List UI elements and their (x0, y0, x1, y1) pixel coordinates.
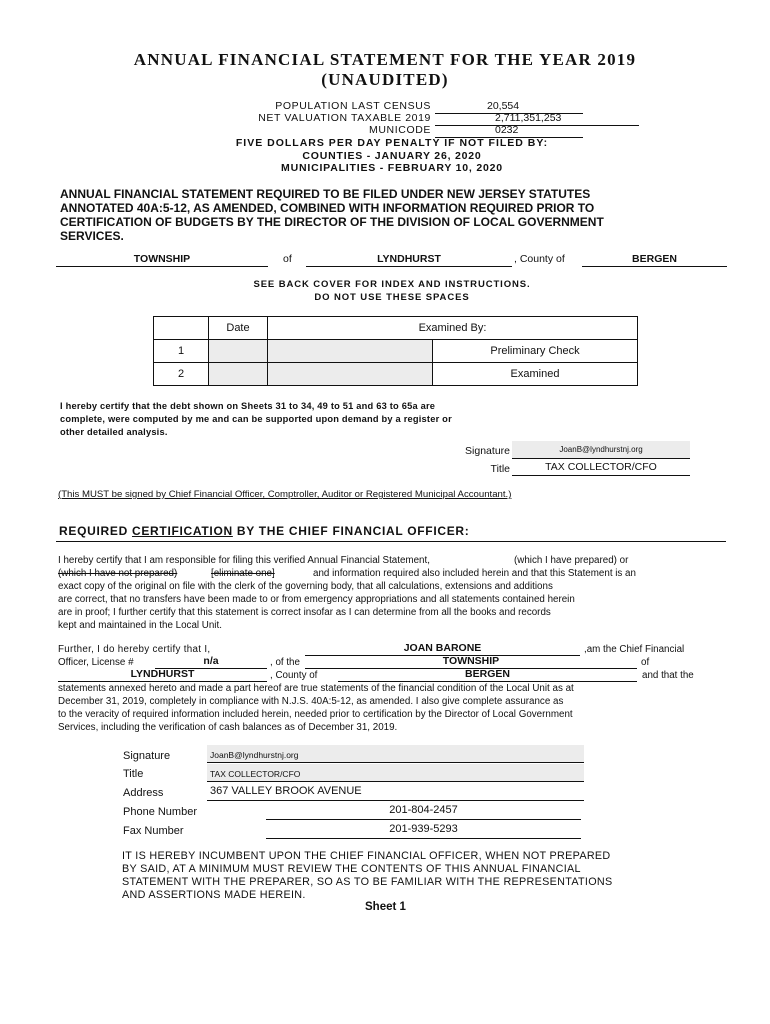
address-field[interactable]: 367 VALLEY BROOK AVENUE (207, 785, 584, 801)
signature-label: Signature (123, 750, 171, 762)
debt-signature-field[interactable]: JoanB@lyndhurstnj.org (512, 441, 690, 459)
instructions-line-1: SEE BACK COVER FOR INDEX AND INSTRUCTIONS. (253, 279, 531, 290)
statute-line-2: ANNOTATED 40A:5-12, AS AMENDED, COMBINED WITH INFORMATION REQUIRED PRIOR TO (60, 201, 595, 215)
exam-table-header-row (154, 317, 638, 340)
and-that-label: and that the (642, 670, 694, 681)
cfo-para-line: Services, including the verification of cash balances as of December 31, 2019. (58, 722, 398, 733)
license-label: Officer, License # (58, 657, 134, 668)
signature-requirement-note: (This MUST be signed by Chief Financial Officer, Comptroller, Auditor or Registered Municipal Accountant.) (58, 489, 512, 500)
exam-date-header: Date (209, 317, 268, 340)
debt-cert-line-1: I hereby certify that the debt shown on Sheets 31 to 34, 49 to 51 and 63 to 65a are (60, 401, 436, 411)
municipality-of-label: of (283, 253, 292, 265)
page-subtitle: (UNAUDITED) (321, 70, 449, 89)
counties-deadline: COUNTIES - JANUARY 26, 2020 (302, 150, 482, 162)
population-value: 20,554 (487, 100, 520, 112)
cfo-para-eliminate: [eliminate one] (211, 568, 275, 579)
municipality-name: LYNDHURST (306, 253, 512, 267)
exam-date-cell[interactable] (209, 340, 268, 363)
debt-title-field[interactable]: TAX COLLECTOR/CFO (512, 461, 690, 476)
debt-cert-line-2: complete, were computed by me and can be supported upon demand by a register or (60, 414, 452, 424)
penalty-notice: FIVE DOLLARS PER DAY PENALTY IF NOT FILED BY: (235, 137, 549, 149)
municipality-type: TOWNSHIP (56, 253, 268, 267)
cfo-para-line: and information required also included herein and that this Statement is an (313, 568, 636, 579)
fax-field[interactable]: 201-939-5293 (266, 823, 581, 839)
municode-label: MUNICODE (369, 124, 431, 136)
statute-line-4: SERVICES. (60, 229, 124, 243)
valuation-label: NET VALUATION TAXABLE 2019 (258, 112, 431, 124)
exam-date-cell[interactable] (209, 363, 268, 386)
county-name: BERGEN (582, 253, 727, 267)
debt-title-label: Title (490, 463, 510, 475)
municode-value: 0232 (495, 124, 519, 136)
table-row (154, 340, 638, 363)
cfo-para-prepared: (which I have prepared) or (514, 555, 629, 566)
township-field[interactable]: TOWNSHIP (305, 655, 637, 669)
statute-line-3: CERTIFICATION OF BUDGETS BY THE DIRECTOR OF THE DIVISION OF LOCAL GOVERNMENT (60, 215, 604, 229)
fax-label: Fax Number (123, 825, 184, 837)
examiner-cell[interactable] (268, 363, 433, 386)
of-the-label: , of the (270, 657, 300, 668)
cfo-para-line: I hereby certify that I am responsible for filing this verified Annual Financial Statement, (58, 555, 430, 566)
exam-step-label: Examined (433, 363, 638, 386)
phone-field[interactable]: 201-804-2457 (266, 804, 581, 820)
chief-financial-label: ,am the Chief Financial (584, 644, 685, 655)
phone-label: Phone Number (123, 806, 197, 818)
cfo-name-field[interactable]: JOAN BARONE (305, 642, 580, 656)
valuation-value: 2,711,351,253 (495, 112, 562, 124)
unit-name-field[interactable]: LYNDHURST (58, 668, 267, 682)
cfo-para-line: exact copy of the original on file with the clerk of the governing body, that all calculations, extensions and additions (58, 581, 553, 592)
statute-line-1: ANNUAL FINANCIAL STATEMENT REQUIRED TO BE FILED UNDER NEW JERSEY STATUTES (60, 187, 591, 201)
municode-field (435, 124, 583, 138)
debt-signature-label: Signature (465, 445, 510, 457)
address-label: Address (123, 787, 164, 799)
examined-by-header: Examined By: (268, 317, 638, 340)
instructions-line-2: DO NOT USE THESE SPACES (314, 292, 470, 303)
page-title: ANNUAL FINANCIAL STATEMENT FOR THE YEAR 2019 (133, 50, 637, 69)
cfo-para-line: are correct, that no transfers have been made to or from emergency appropriations and all statements contained herein (58, 594, 575, 605)
further-label: Further, I do hereby certify that I, (58, 644, 211, 655)
exam-step-label: Preliminary Check (433, 340, 638, 363)
title-label: Title (123, 768, 144, 780)
exam-table (153, 316, 638, 386)
cfo-para-line: statements annexed hereto and made a part hereof are true statements of the financial condition of the Local Unit as at (58, 683, 574, 694)
cfo-cert-heading-part: REQUIRED (59, 524, 132, 538)
cfo-para-line: to the veracity of required information included herein, needed prior to certification by the Director of Local Government (58, 709, 573, 720)
sheet-number: Sheet 1 (365, 901, 406, 913)
county-label: , County of (514, 253, 565, 265)
exam-table-cell (154, 317, 209, 340)
of-label: of (641, 657, 650, 668)
cfo-cert-heading-certification: CERTIFICATION (131, 524, 233, 538)
footer-line-2: BY SAID, AT A MINIMUM MUST REVIEW THE CONTENTS OF THIS ANNUAL FINANCIAL (122, 863, 581, 875)
examiner-cell[interactable] (268, 340, 433, 363)
municipalities-deadline: MUNICIPALITIES - FEBRUARY 10, 2020 (281, 162, 503, 174)
signature-field[interactable]: JoanB@lyndhurstnj.org (207, 745, 584, 763)
exam-row-number: 2 (154, 363, 209, 386)
table-row (154, 363, 638, 386)
population-label: POPULATION LAST CENSUS (275, 100, 431, 112)
footer-line-3: STATEMENT WITH THE PREPARER, SO AS TO BE FAMILIAR WITH THE REPRESENTATIONS (122, 876, 613, 888)
county-of-label: , County of (270, 670, 318, 681)
footer-line-1: IT IS HEREBY INCUMBENT UPON THE CHIEF FINANCIAL OFFICER, WHEN NOT PREPARED (122, 850, 611, 862)
cfo-para-not-prepared: (which I have not prepared) (58, 568, 178, 579)
county-field[interactable]: BERGEN (338, 668, 637, 682)
cfo-para-line: are in proof; I further certify that this statement is correct insofar as I can determine from all the books and records (58, 607, 551, 618)
title-field[interactable]: TAX COLLECTOR/CFO (207, 764, 584, 782)
footer-line-4: AND ASSERTIONS MADE HEREIN. (122, 889, 306, 901)
debt-cert-line-3: other detailed analysis. (60, 427, 168, 437)
cfo-cert-heading (59, 524, 469, 538)
heading-divider (56, 541, 726, 542)
cfo-para-line: kept and maintained in the Local Unit. (58, 620, 222, 631)
cfo-para-line: December 31, 2019, completely in compliance with N.J.S. 40A:5-12, as amended. I also give complete assurance as (58, 696, 564, 707)
exam-row-number: 1 (154, 340, 209, 363)
license-field[interactable]: n/a (155, 655, 267, 669)
cfo-cert-heading-part: BY THE CHIEF FINANCIAL OFFICER: (232, 524, 470, 538)
